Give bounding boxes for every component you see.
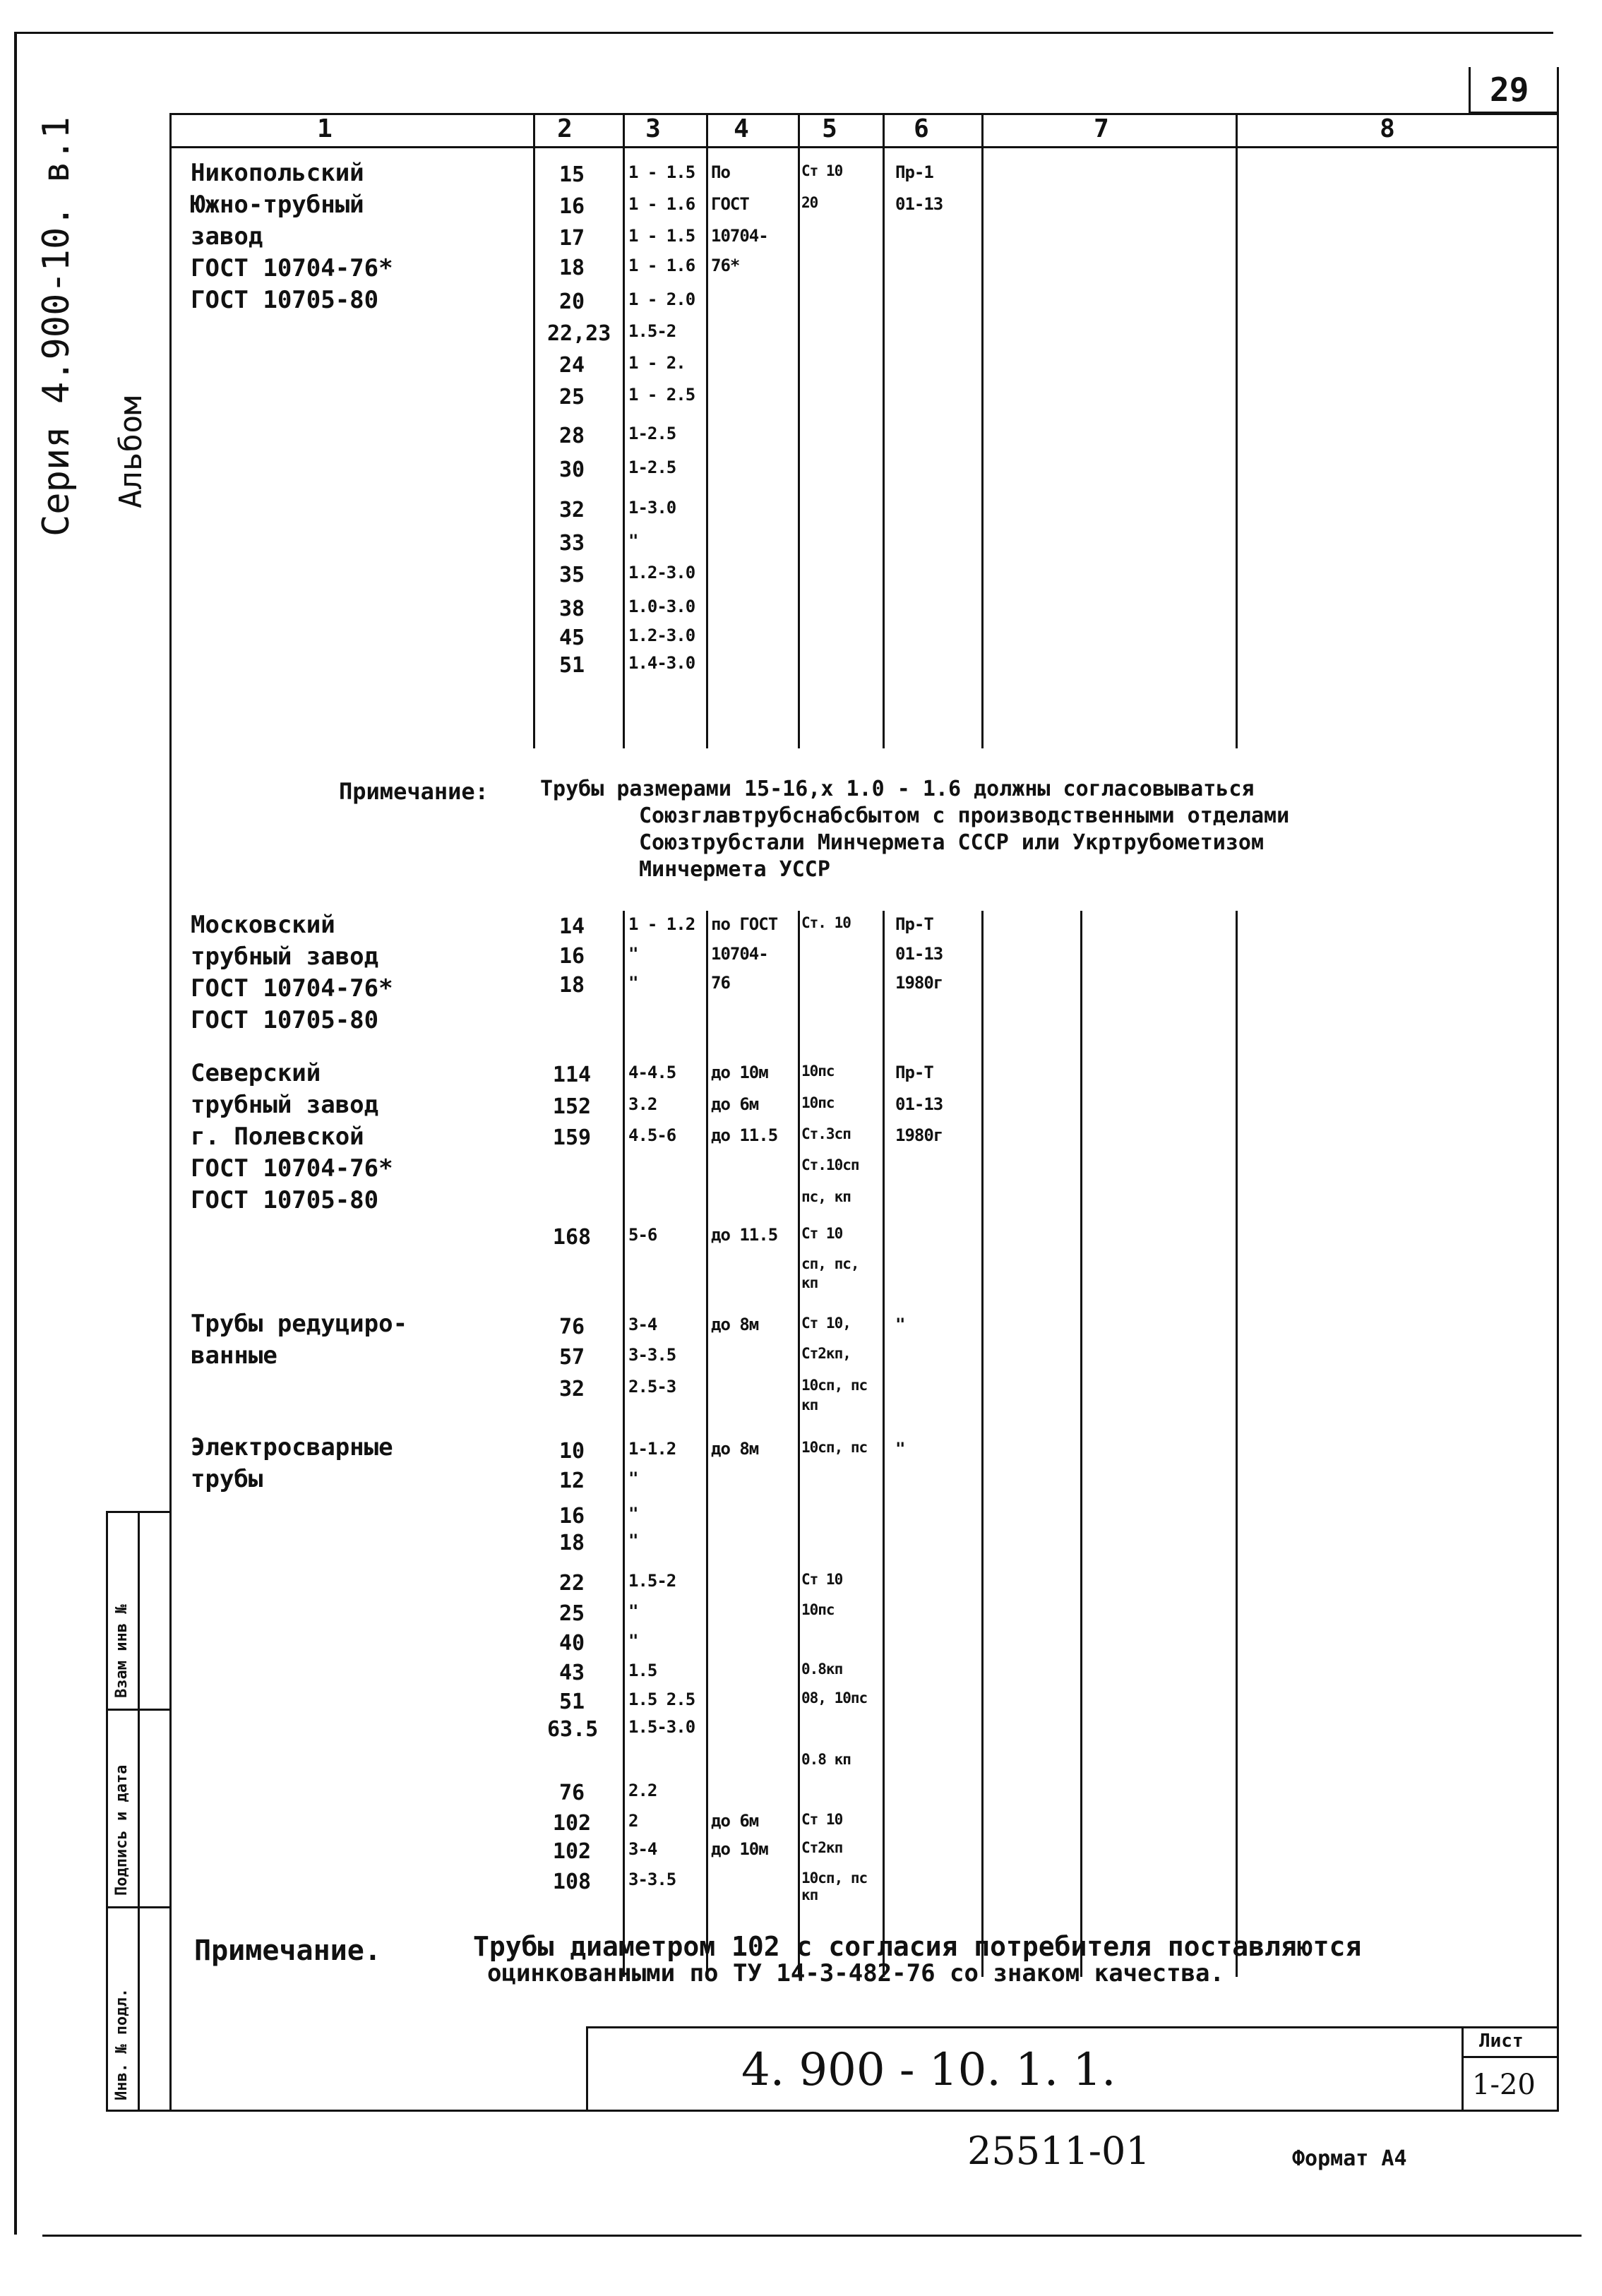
cell-wall: 1 - 1.5 xyxy=(628,226,695,246)
stamp-inv-original: Инв. № подл. xyxy=(113,1988,131,2100)
cell-wall: 1.2-3.0 xyxy=(628,563,695,582)
manufacturer-name-line: ГОСТ 10705-80 xyxy=(191,1006,379,1034)
cell-d: 102 xyxy=(552,1811,592,1836)
cell-steel: Ст 10 xyxy=(801,162,843,179)
cell-wall: 1.5-2 xyxy=(628,1571,676,1591)
cell-len: 10704- xyxy=(711,226,768,246)
cell-d: 38 xyxy=(558,597,585,621)
cell-len: до 10м xyxy=(711,1063,768,1082)
inner-frame-left-line xyxy=(169,113,172,2111)
cell-wall: 1-2.5 xyxy=(628,424,676,443)
cell-d: 102 xyxy=(552,1839,592,1864)
cell-len: 10704- xyxy=(711,944,768,964)
cell-steel: кп xyxy=(801,1887,818,1903)
cell-d: 15 xyxy=(558,162,585,187)
cell-len: до 6м xyxy=(711,1094,759,1114)
cell-len: до 11.5 xyxy=(711,1225,778,1245)
cell-spec: 1980г xyxy=(895,1125,943,1145)
cell-wall: 1.2-3.0 xyxy=(628,626,695,645)
cell-steel: 0.8 кп xyxy=(801,1751,851,1768)
cell-steel: 10сп, пс xyxy=(801,1377,868,1394)
cell-wall: 1-2.5 xyxy=(628,458,676,477)
table-header-cell: 2 xyxy=(557,114,573,143)
cell-d: 35 xyxy=(558,563,585,587)
cell-d: 76 xyxy=(558,1781,585,1805)
cell-steel: 10сп, пс xyxy=(801,1870,868,1887)
title-block-sheet-line xyxy=(1461,2026,1464,2111)
manufacturer-name-line: Московский xyxy=(191,911,335,939)
stamp-row-line-3 xyxy=(106,1906,172,1908)
cell-d: 10 xyxy=(558,1439,585,1464)
col-line-8b xyxy=(1236,911,1238,1977)
table-header-cell: 4 xyxy=(734,114,749,143)
manufacturer-name-line: г. Полевской xyxy=(191,1123,364,1151)
table-top-line xyxy=(169,113,1559,115)
cell-spec: Пр-1 xyxy=(895,162,933,182)
cell-steel: Ст 10, xyxy=(801,1315,851,1332)
cell-wall: " xyxy=(628,1469,638,1488)
cell-spec: 01-13 xyxy=(895,1094,943,1114)
title-block-top-line xyxy=(586,2026,1559,2028)
table-header-cell: 7 xyxy=(1094,114,1109,143)
page-number: 29 xyxy=(1490,71,1529,109)
table-header-cell: 8 xyxy=(1380,114,1395,143)
cell-spec: " xyxy=(895,1315,905,1334)
cell-len: до 10м xyxy=(711,1839,768,1859)
stamp-signature-date: Подпись и дата xyxy=(113,1764,131,1896)
cell-len: до 8м xyxy=(711,1439,759,1459)
cell-wall: 1.5 2.5 xyxy=(628,1690,695,1709)
cell-d: 57 xyxy=(558,1345,585,1370)
cell-steel: Ст2кп xyxy=(801,1839,843,1856)
table-header-bottom-line xyxy=(169,146,1559,148)
table-header-cell: 3 xyxy=(645,114,661,143)
cell-len: ГОСТ xyxy=(711,194,749,214)
cell-steel: Ст.3сп xyxy=(801,1125,851,1142)
cell-wall: " xyxy=(628,973,638,993)
cell-steel: 10сп, пс xyxy=(801,1439,868,1456)
handwritten-number: 25511-01 xyxy=(967,2129,1150,2173)
manufacturer-name-line: Южно-трубный xyxy=(191,191,364,219)
cell-len: 76 xyxy=(711,973,730,993)
cell-steel: Ст. 10 xyxy=(801,914,851,931)
cell-d: 40 xyxy=(558,1631,585,1656)
cell-d: 32 xyxy=(558,498,585,522)
cell-wall: " xyxy=(628,1601,638,1621)
col-line-6b xyxy=(981,911,984,1977)
cell-d: 17 xyxy=(558,226,585,251)
cell-wall: 5-6 xyxy=(628,1225,657,1245)
manufacturer-name-line: Трубы редуциро- xyxy=(191,1310,408,1338)
cell-wall: 2.5-3 xyxy=(628,1377,676,1397)
cell-wall: 3-3.5 xyxy=(628,1870,676,1889)
cell-steel: 10пс xyxy=(801,1601,835,1618)
cell-steel: кп xyxy=(801,1397,818,1413)
cell-len: По xyxy=(711,162,730,182)
manufacturer-name-line: ванные xyxy=(191,1341,277,1370)
cell-d: 159 xyxy=(552,1125,592,1150)
sheet-label: Лист xyxy=(1479,2031,1524,2052)
cell-d: 108 xyxy=(552,1870,592,1894)
col-line-2b xyxy=(623,911,625,1977)
manufacturer-name-line: трубы xyxy=(191,1465,263,1493)
cell-wall: 1-1.2 xyxy=(628,1439,676,1459)
title-block-left-line xyxy=(586,2026,588,2111)
cell-wall: 2 xyxy=(628,1811,638,1831)
cell-len: до 8м xyxy=(711,1315,759,1334)
col-line-6 xyxy=(883,113,885,748)
cell-d: 76 xyxy=(558,1315,585,1339)
cell-len: 76* xyxy=(711,256,740,275)
cell-wall: 1.5-3.0 xyxy=(628,1717,695,1737)
manufacturer-name-line: Электросварные xyxy=(191,1433,393,1461)
cell-d: 16 xyxy=(558,194,585,219)
cell-d: 51 xyxy=(558,1690,585,1714)
manufacturer-name-line: трубный завод xyxy=(191,943,379,971)
stamp-col-line-2 xyxy=(138,1511,140,2111)
stamp-replace-inv: Взам инв № xyxy=(113,1604,131,1698)
album-label: Альбом xyxy=(113,396,149,508)
cell-wall: 3-3.5 xyxy=(628,1345,676,1365)
manufacturer-name-line: ГОСТ 10704-76* xyxy=(191,974,393,1003)
cell-d: 168 xyxy=(552,1225,592,1250)
cell-len: до 11.5 xyxy=(711,1125,778,1145)
col-line-5 xyxy=(798,113,800,748)
cell-wall: 3-4 xyxy=(628,1315,657,1334)
note1-line: Минчермета УССР xyxy=(639,857,830,882)
manufacturer-name-line: ГОСТ 10704-76* xyxy=(191,1154,393,1183)
cell-d: 18 xyxy=(558,973,585,998)
cell-len: по ГОСТ xyxy=(711,914,778,934)
cell-spec: 01-13 xyxy=(895,194,943,214)
stamp-row-line-1 xyxy=(106,1511,172,1513)
cell-d: 25 xyxy=(558,385,585,409)
cell-wall: 4.5-6 xyxy=(628,1125,676,1145)
frame-left-line xyxy=(14,32,17,2235)
col-line-4b xyxy=(798,911,800,1977)
cell-d: 16 xyxy=(558,1504,585,1529)
cell-steel: 08, 10пс xyxy=(801,1690,868,1706)
cell-wall: 3-4 xyxy=(628,1839,657,1859)
cell-wall: 1.5 xyxy=(628,1661,657,1680)
frame-top-line xyxy=(14,32,1553,34)
sheet-value: 1-20 xyxy=(1472,2069,1536,2101)
cell-wall: 2.2 xyxy=(628,1781,657,1800)
cell-wall: 1 - 1.6 xyxy=(628,194,695,214)
cell-spec: Пр-Т xyxy=(895,1063,933,1082)
cell-d: 22 xyxy=(558,1571,585,1596)
cell-spec: " xyxy=(895,1439,905,1459)
col-line-3b xyxy=(706,911,708,1977)
cell-d: 45 xyxy=(558,626,585,650)
inner-frame-right-line xyxy=(1557,67,1559,2111)
cell-wall: 1 - 2. xyxy=(628,353,686,373)
manufacturer-name-line: трубный завод xyxy=(191,1091,379,1119)
cell-d: 12 xyxy=(558,1469,585,1493)
cell-steel: Ст2кп, xyxy=(801,1345,851,1362)
cell-d: 22,23 xyxy=(547,321,611,346)
col-line-8 xyxy=(1236,113,1238,748)
frame-bottom-line xyxy=(42,2235,1582,2237)
cell-wall: " xyxy=(628,531,638,551)
note1-line: Союзглавтрубснабсбытом с производственными отделами xyxy=(639,803,1290,828)
cell-steel: кп xyxy=(801,1274,818,1291)
stamp-row-line-2 xyxy=(106,1709,172,1711)
manufacturer-name-line: ГОСТ 10704-76* xyxy=(191,254,393,282)
col-line-7b xyxy=(1080,911,1082,1977)
note2-label: Примечание. xyxy=(194,1935,381,1967)
cell-steel: пс, кп xyxy=(801,1188,851,1205)
cell-wall: " xyxy=(628,944,638,964)
cell-d: 114 xyxy=(552,1063,592,1087)
cell-steel: Ст 10 xyxy=(801,1811,843,1828)
cell-d: 24 xyxy=(558,353,585,378)
cell-steel: Ст 10 xyxy=(801,1225,843,1242)
table-header-cell: 1 xyxy=(317,114,333,143)
cell-d: 16 xyxy=(558,944,585,969)
cell-d: 14 xyxy=(558,914,585,939)
cell-wall: 1.4-3.0 xyxy=(628,653,695,673)
page-number-box-left xyxy=(1469,67,1471,113)
cell-wall: " xyxy=(628,1504,638,1524)
cell-d: 30 xyxy=(558,458,585,482)
manufacturer-name-line: Никопольский xyxy=(191,159,364,187)
cell-d: 18 xyxy=(558,256,585,280)
cell-steel: 20 xyxy=(801,194,818,211)
cell-d: 28 xyxy=(558,424,585,448)
manufacturer-name-line: Северский xyxy=(191,1059,321,1087)
cell-wall: 1.0-3.0 xyxy=(628,597,695,616)
cell-d: 25 xyxy=(558,1601,585,1626)
col-line-5b xyxy=(883,911,885,1977)
cell-d: 43 xyxy=(558,1661,585,1685)
cell-wall: 1-3.0 xyxy=(628,498,676,518)
cell-steel: 0.8кп xyxy=(801,1661,843,1678)
format-label: Формат А4 xyxy=(1292,2146,1407,2171)
col-line-7 xyxy=(981,113,984,748)
cell-wall: 1 - 1.6 xyxy=(628,256,695,275)
cell-len: до 6м xyxy=(711,1811,759,1831)
document-code: 4. 900 - 10. 1. 1. xyxy=(741,2044,1116,2096)
manufacturer-name-line: ГОСТ 10705-80 xyxy=(191,1186,379,1214)
cell-d: 18 xyxy=(558,1531,585,1555)
cell-steel: сп, пс, xyxy=(801,1255,859,1272)
cell-spec: Пр-Т xyxy=(895,914,933,934)
table-header-cell: 5 xyxy=(822,114,837,143)
col-line-4 xyxy=(706,113,708,748)
cell-spec: 01-13 xyxy=(895,944,943,964)
cell-wall: 1 - 2.5 xyxy=(628,385,695,405)
cell-wall: 1 - 1.5 xyxy=(628,162,695,182)
cell-d: 20 xyxy=(558,289,585,314)
cell-d: 51 xyxy=(558,653,585,678)
cell-wall: " xyxy=(628,1631,638,1651)
title-block-sheet-divider xyxy=(1461,2056,1559,2058)
cell-spec: 1980г xyxy=(895,973,943,993)
note2-line: Трубы диаметром 102 с согласия потребителя поставляются xyxy=(473,1931,1362,1962)
stamp-col-line-1 xyxy=(106,1511,108,2111)
note1-line: Трубы размерами 15-16,х 1.0 - 1.6 должны согласовываться xyxy=(540,777,1255,801)
note1-line: Союзтрубстали Минчермета СССР или Укртрубометизом xyxy=(639,830,1265,855)
cell-steel: Ст.10сп xyxy=(801,1156,859,1173)
cell-steel: 10пс xyxy=(801,1063,835,1080)
cell-wall: 3.2 xyxy=(628,1094,657,1114)
cell-wall: " xyxy=(628,1531,638,1550)
cell-steel: Ст 10 xyxy=(801,1571,843,1588)
note2-line: оцинкованными по ТУ 14-3-482-76 со знаком качества. xyxy=(487,1959,1224,1987)
cell-d: 33 xyxy=(558,531,585,556)
manufacturer-name-line: ГОСТ 10705-80 xyxy=(191,286,379,314)
cell-wall: 1 - 1.2 xyxy=(628,914,695,934)
cell-steel: 10пс xyxy=(801,1094,835,1111)
note1-label: Примечание: xyxy=(339,778,489,805)
cell-d: 32 xyxy=(558,1377,585,1401)
series-label: Серия 4.900-10. в.1 xyxy=(35,116,78,537)
inner-frame-bottom-line xyxy=(106,2110,1559,2112)
cell-d: 152 xyxy=(552,1094,592,1119)
col-line-3 xyxy=(623,113,625,748)
cell-wall: 4-4.5 xyxy=(628,1063,676,1082)
cell-d: 63.5 xyxy=(547,1717,599,1742)
cell-wall: 1 - 2.0 xyxy=(628,289,695,309)
table-header-cell: 6 xyxy=(914,114,929,143)
manufacturer-name-line: завод xyxy=(191,222,263,251)
cell-wall: 1.5-2 xyxy=(628,321,676,341)
col-line-2 xyxy=(533,113,535,748)
